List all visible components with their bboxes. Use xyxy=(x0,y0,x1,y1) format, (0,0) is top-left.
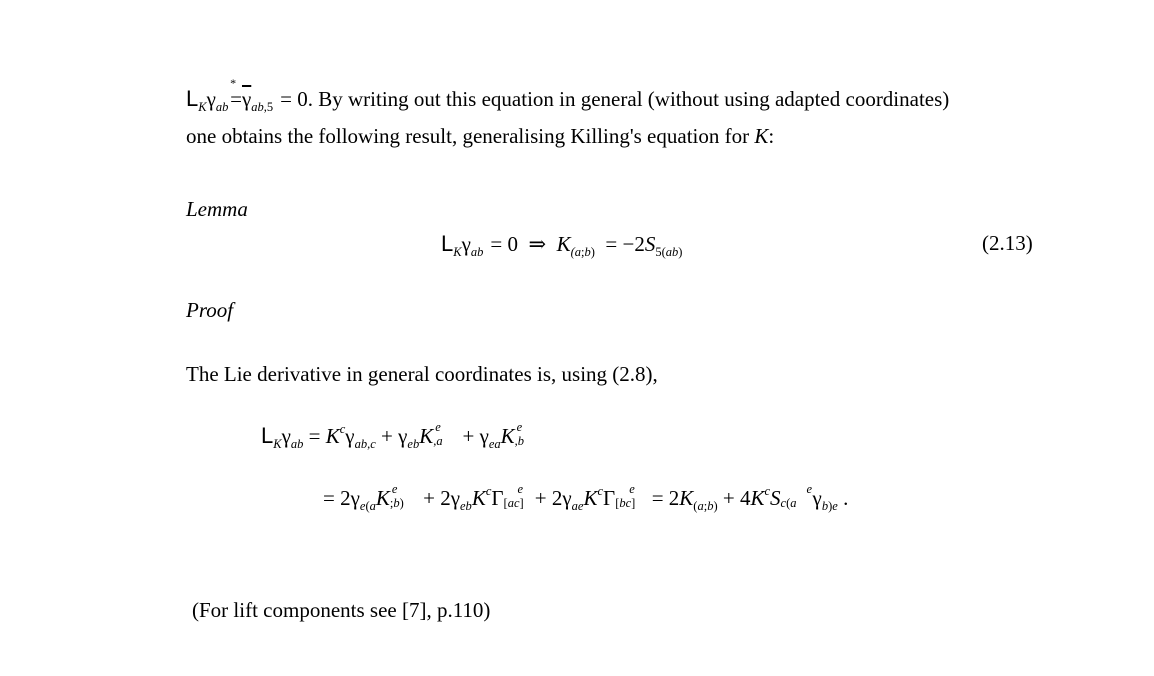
paragraph-line-1-text: . By writing out this equation in general (without using adapted coordinates) xyxy=(307,87,950,111)
equation-number: (2.13) xyxy=(982,231,1033,255)
lift-components-note: (For lift components see [7], p.110) xyxy=(192,598,491,622)
inline-formula-lie-derivative: $L_K\gamma_{ab}$ * $=\overline{\gamma}_{ab,5}$ = 0 xyxy=(186,76,308,114)
paragraph-line-2 xyxy=(186,126,774,147)
proof-intro-text: The Lie derivative in general coordinates is, using (2.8), xyxy=(186,362,658,386)
paragraph-line-2-text: one obtains the following result, generalising Killing's equation for xyxy=(186,124,755,148)
lemma-equation: $L_K\gamma_{ab}$ = 0 ⇒ $K_{(a;b)} = -2S_{5(ab)}$ xyxy=(441,231,683,259)
paragraph-line-2-colon: : xyxy=(768,124,775,148)
proof-equation-line-1: $L_K\gamma_{ab} = K^c\gamma_{ab,c} + \gamma_{eb}K$ e ,a + $\gamma_{ea}K$ e ,b xyxy=(261,420,525,451)
proof-equation-line-2: = $2\gamma_{e(a}K$ e ;b) + $2\gamma_{eb}K^c\Gamma$ e [ac] + $2\gamma_{ae}K^c\Gamma$ e [bc] = $2K_{(a;b)} + 4K^cS$ e c(a $\gamma_{b)e}$ . xyxy=(323,482,849,513)
paragraph-line-1 xyxy=(186,76,950,114)
proof-heading: Proof xyxy=(186,298,234,322)
lemma-heading: Lemma xyxy=(186,197,248,221)
killing-vector-symbol: K xyxy=(754,124,769,148)
